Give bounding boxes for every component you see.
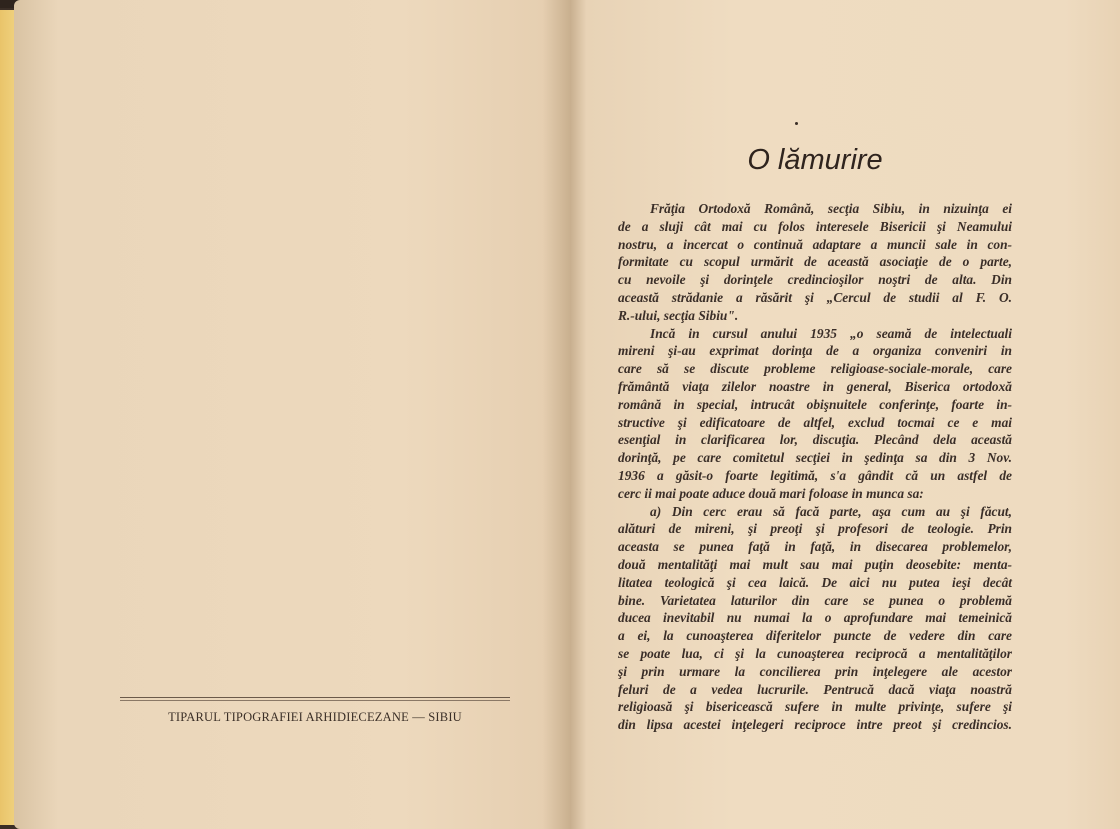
text-line: 1936 a găsit-o foarte legitimă, s'a gândit că un astfel de [618, 467, 1012, 483]
print-speck [795, 122, 798, 125]
body-text [618, 200, 1012, 734]
paragraph [618, 200, 1012, 325]
text-line: alături de mireni, şi preoţi şi profesori de teologie. Prin [618, 521, 1012, 537]
text-line: cu nevoile şi dorinţele credincioşilor noştri de alta. Din [618, 272, 1012, 288]
text-line: din lipsa acestei inţelegeri reciproce intre preot şi credincios. [618, 717, 1012, 733]
text-line: nostru, a incercat o continuă adaptare a muncii sale in con- [618, 236, 1012, 252]
text-line: ducea inevitabil nu numai la o aprofundare mai temeinică [618, 610, 1012, 626]
left-page [14, 0, 570, 829]
text-line: a ei, la cunoaşterea diferitelor puncte de vedere din care [618, 628, 1012, 644]
text-line: R.-ului, secţia Sibiu". [618, 307, 739, 323]
text-line: feluri de a vedea lucrurile. Pentrucă dacă viaţa noastră [618, 681, 1012, 697]
text-line: dorinţă, pe care comitetul secţiei in şedinţa sa din 3 Nov. [618, 450, 1012, 466]
text-line: aceasta se punea faţă in faţă, in disecarea problemelor, [618, 539, 1012, 555]
text-line: cerc ii mai poate aduce două mari foloase in munca sa: [618, 485, 924, 501]
text-line: esenţial in clarificarea lor, discuţia. Plecând dela această [618, 432, 1012, 448]
text-line: bine. Varietatea laturilor din care se punea o problemă [618, 592, 1012, 608]
text-line: frământă viaţa zilelor noastre in general, Biserica ortodoxă [618, 378, 1012, 394]
text-line: Frăţia Ortodoxă Română, secţia Sibiu, in nizuinţa ei [650, 201, 1012, 216]
text-line: două mentalităţi mai mult sau mai puţin deosebite: menta- [618, 556, 1012, 572]
text-line: religioasă şi bisericească sufere in multe privinţe, sufere şi [618, 699, 1012, 715]
text-line: litatea teologică şi cea laică. De aici nu putea ieşi decât [618, 574, 1012, 590]
text-line: şi prin urmare la concilierea prin inţelegere ale acestor [618, 663, 1012, 679]
text-line: se poate lua, ci şi la cunoaşterea reciprocă a mentalităţilor [618, 645, 1012, 661]
paragraph [618, 503, 1012, 734]
text-line: formitate cu scopul urmărit de această asociaţie de o parte, [618, 254, 1012, 270]
text-line: de a sluji cât mai cu folos interesele Bisericii şi Neamului [618, 218, 1012, 234]
printer-imprint: TIPARUL TIPOGRAFIEI ARHIDIECEZANE — SIBIU [168, 710, 462, 724]
text-line: structive şi edificatoare de altfel, exclud tocmai ce e mai [618, 414, 1012, 430]
page-title: O lămurire [747, 144, 883, 176]
text-line: mireni şi-au exprimat dorinţa de a organiza conveniri in [618, 343, 1012, 359]
text-line: care să se discute probleme religioase-sociale-morale, care [618, 361, 1012, 377]
footer-rule [120, 697, 510, 701]
text-line: această strădanie a răsărit şi „Cercul de studii al F. O. [618, 289, 1012, 305]
text-line: a) Din cerc erau să facă parte, aşa cum au şi făcut, [650, 503, 1012, 519]
paragraph [618, 325, 1012, 503]
text-line: Incă in cursul anului 1935 „o seamă de intelectuali [650, 325, 1012, 341]
text-line: română in special, intrucât obişnuitele conferinţe, foarte in- [618, 396, 1012, 412]
